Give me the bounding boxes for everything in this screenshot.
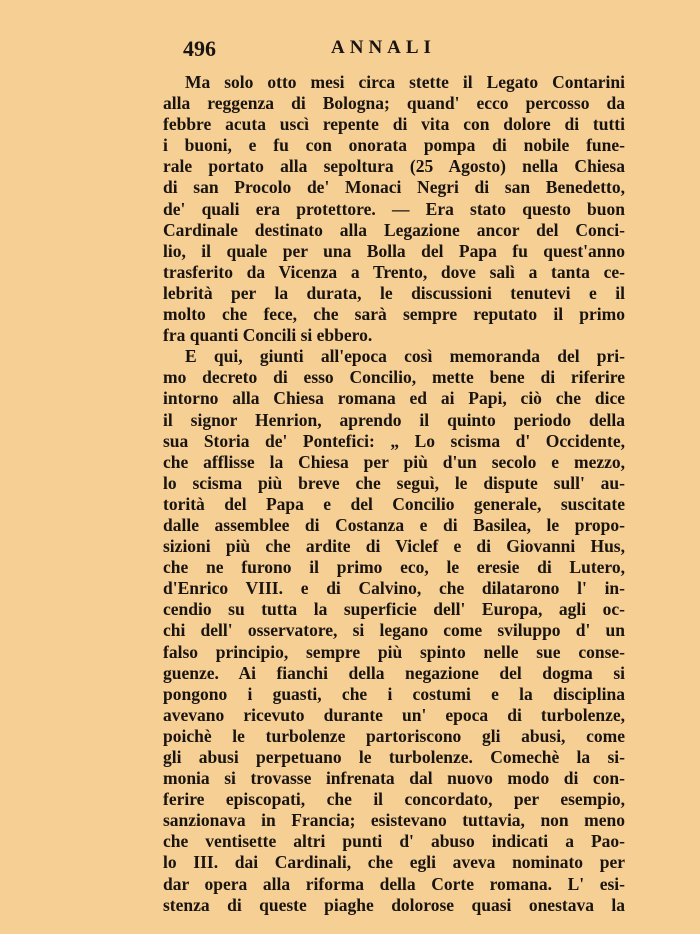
- text-line: dalle assemblee di Costanza e di Basilea, le propo-: [163, 514, 625, 535]
- text-line: stenza di queste piaghe dolorose quasi onestava la: [163, 894, 625, 915]
- page-header: [183, 30, 623, 62]
- text-line: poichè le turbolenze partoriscono gli abusi, come: [163, 725, 625, 746]
- text-line: di san Procolo de' Monaci Negri di san Benedetto,: [163, 177, 625, 198]
- text-line: alla reggenza di Bologna; quand' ecco percosso da: [163, 93, 625, 114]
- text-line: trasferito da Vicenza a Trento, dove salì a tanta ce-: [163, 261, 625, 282]
- text-line: intorno alla Chiesa romana ed ai Papi, ciò che dice: [163, 388, 625, 409]
- text-line: guenze. Ai fianchi della negazione del dogma si: [163, 662, 625, 683]
- text-line: torità del Papa e del Concilio generale, suscitate: [163, 493, 625, 514]
- text-line: il signor Henrion, aprendo il quinto periodo della: [163, 409, 625, 430]
- text-line: mo decreto di esso Concilio, mette bene di riferire: [163, 367, 625, 388]
- text-line: Cardinale destinato alla Legazione ancor del Conci-: [163, 219, 625, 240]
- text-line: ferire episcopati, che il concordato, per esempio,: [163, 789, 625, 810]
- text-line: Ma solo otto mesi circa stette il Legato Contarini: [185, 72, 625, 92]
- text-line: gli abusi perpetuano le turbolenze. Comechè la si-: [163, 747, 625, 767]
- text-line: febbre acuta uscì repente di vita con dolore di tutti: [163, 114, 625, 135]
- text-line: che afflisse la Chiesa per più d'un secolo e mezzo,: [163, 451, 625, 472]
- text-line: lo III. dai Cardinali, che egli aveva nominato per: [163, 852, 625, 873]
- text-line: E qui, giunti all'epoca così memoranda del pri-: [185, 346, 625, 367]
- text-line: fra quanti Concili si ebbero.: [163, 325, 373, 346]
- text-line: lo scisma più breve che seguì, le dispute sull' au-: [163, 472, 625, 493]
- text-line: de' quali era protettore. — Era stato questo buon: [163, 198, 625, 219]
- text-line: chi dell' osservatore, si legano come sviluppo d' un: [163, 620, 625, 641]
- running-head: ANNALI: [331, 37, 436, 58]
- text-line: i buoni, e fu con onorata pompa di nobile fune-: [163, 135, 625, 156]
- text-line: che ventisette altri punti d' abuso indicati a Pao-: [163, 831, 625, 852]
- text-line: molto che fece, che sarà sempre reputato il primo: [163, 304, 625, 325]
- body-text: [163, 72, 625, 916]
- text-line: monia si trovasse infrenata dal nuovo modo di con-: [163, 768, 625, 789]
- text-line: d'Enrico VIII. e di Calvino, che dilatarono l' in-: [163, 578, 625, 599]
- text-line: falso principio, sempre più spinto nelle sue conse-: [163, 641, 625, 662]
- text-line: sizioni più che ardite di Viclef e di Giovanni Hus,: [163, 536, 625, 557]
- text-line: lio, il quale per una Bolla del Papa fu quest'anno: [163, 240, 625, 261]
- text-line: sanzionava in Francia; esistevano tuttavia, non meno: [163, 810, 625, 831]
- text-line: lebrità per la durata, le discussioni tenutevi e il: [163, 282, 625, 303]
- text-line: dar opera alla riforma della Corte romana. L' esi-: [163, 873, 625, 894]
- text-line: sua Storia de' Pontefici: „ Lo scisma d' Occidente,: [163, 430, 625, 451]
- text-line: pongono i guasti, che i costumi e la disciplina: [163, 683, 625, 704]
- text-line: cendio su tutta la superficie dell' Europa, agli oc-: [163, 599, 625, 620]
- text-line: avevano ricevuto durante un' epoca di turbolenze,: [163, 704, 625, 725]
- page-number: 496: [183, 36, 216, 61]
- text-line: rale portato alla sepoltura (25 Agosto) nella Chiesa: [163, 156, 625, 177]
- text-line: che ne furono il primo eco, le eresie di Lutero,: [163, 557, 625, 578]
